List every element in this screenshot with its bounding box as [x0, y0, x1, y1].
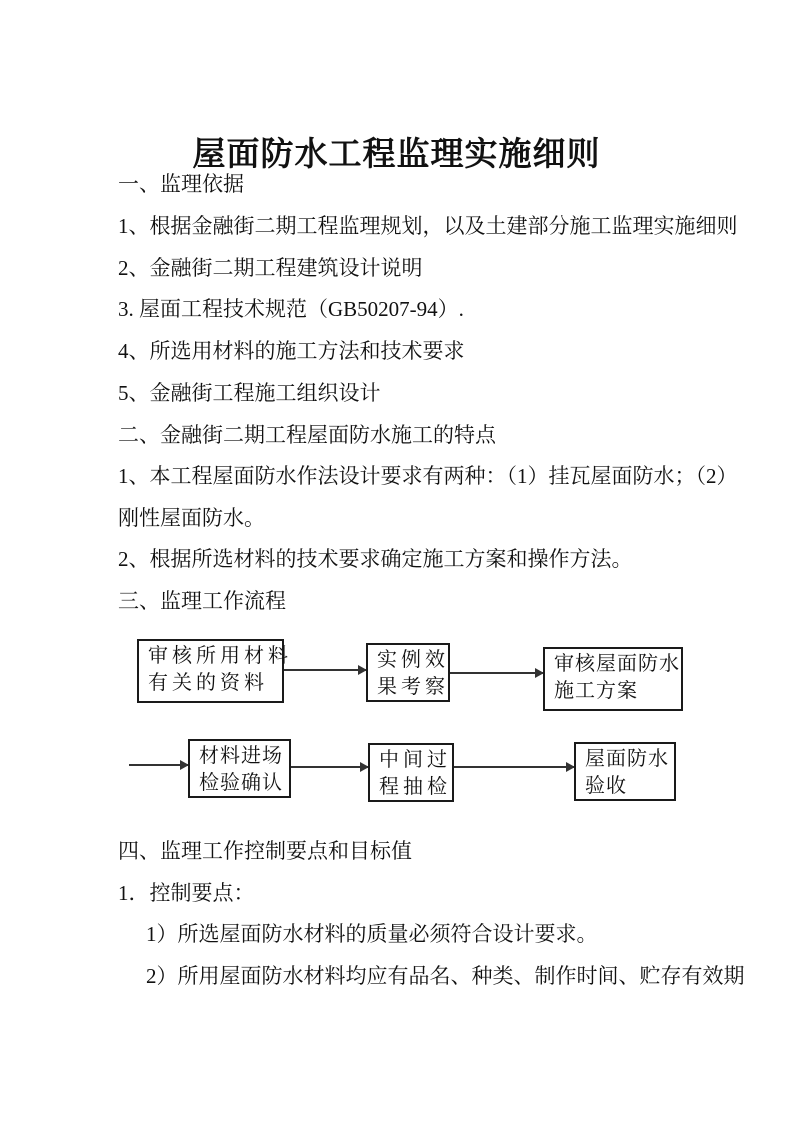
flow-arrow: [291, 766, 368, 768]
flow-arrow: [129, 764, 188, 766]
paragraph-feature-1a: 1、本工程屋面防水作法设计要求有两种：（1）挂瓦屋面防水；（2）: [118, 464, 738, 488]
document-title: 屋面防水工程监理实施细则: [192, 135, 601, 173]
flow-box-text-line: 屋面防水: [585, 748, 669, 770]
flow-box-text-line: 实例效: [377, 649, 449, 671]
paragraph-control-points: 1．控制要点：: [118, 881, 255, 905]
paragraph-basis-3: 3. 屋面工程技术规范（GB50207-94）.: [118, 297, 464, 321]
flow-box-acceptance: [574, 742, 676, 801]
paragraph-control-point-1: 1）所选屋面防水材料的质量必须符合设计要求。: [146, 922, 598, 946]
section-4-heading: 四、监理工作控制要点和目标值: [118, 839, 412, 863]
flow-box-text-line: 材料进场: [199, 745, 283, 767]
section-1-heading: 一、监理依据: [118, 172, 244, 196]
paragraph-basis-1: 1、根据金融街二期工程监理规划，以及土建部分施工监理实施细则: [118, 214, 738, 238]
flow-box-text-line: 施工方案: [554, 680, 638, 702]
flow-box-intermediate-spot-check: [368, 743, 454, 802]
paragraph-basis-4: 4、所选用材料的施工方法和技术要求: [118, 339, 465, 363]
flow-box-example-inspection: [366, 643, 450, 702]
paragraph-basis-5: 5、金融街工程施工组织设计: [118, 381, 381, 405]
section-3-heading: 三、监理工作流程: [118, 589, 286, 613]
flow-box-text-line: 审核所用材料: [148, 645, 292, 667]
flow-box-review-materials: [137, 639, 292, 703]
flow-arrow: [284, 669, 366, 671]
flow-box-text-line: 程抽检: [379, 776, 451, 798]
flow-box-text-line: 果考察: [377, 676, 449, 698]
section-2-heading: 二、金融街二期工程屋面防水施工的特点: [118, 423, 496, 447]
flow-box-text-line: 验收: [585, 775, 627, 797]
flow-arrow: [454, 766, 574, 768]
flow-box-text-line: 有关的资料: [148, 672, 268, 694]
flow-box-material-entry-check: [188, 739, 291, 798]
paragraph-control-point-2: 2）所用屋面防水材料均应有品名、种类、制作时间、贮存有效期: [146, 964, 745, 988]
flow-box-text-line: 中间过: [379, 749, 451, 771]
paragraph-feature-1b: 刚性屋面防水。: [118, 506, 265, 530]
paragraph-feature-2: 2、根据所选材料的技术要求确定施工方案和操作方法。: [118, 547, 633, 571]
flow-box-review-scheme: [543, 647, 683, 711]
flow-arrow: [450, 672, 543, 674]
flow-box-text-line: 检验确认: [199, 772, 283, 794]
flow-box-text-line: 审核屋面防水: [554, 653, 680, 675]
paragraph-basis-2: 2、金融街二期工程建筑设计说明: [118, 256, 423, 280]
